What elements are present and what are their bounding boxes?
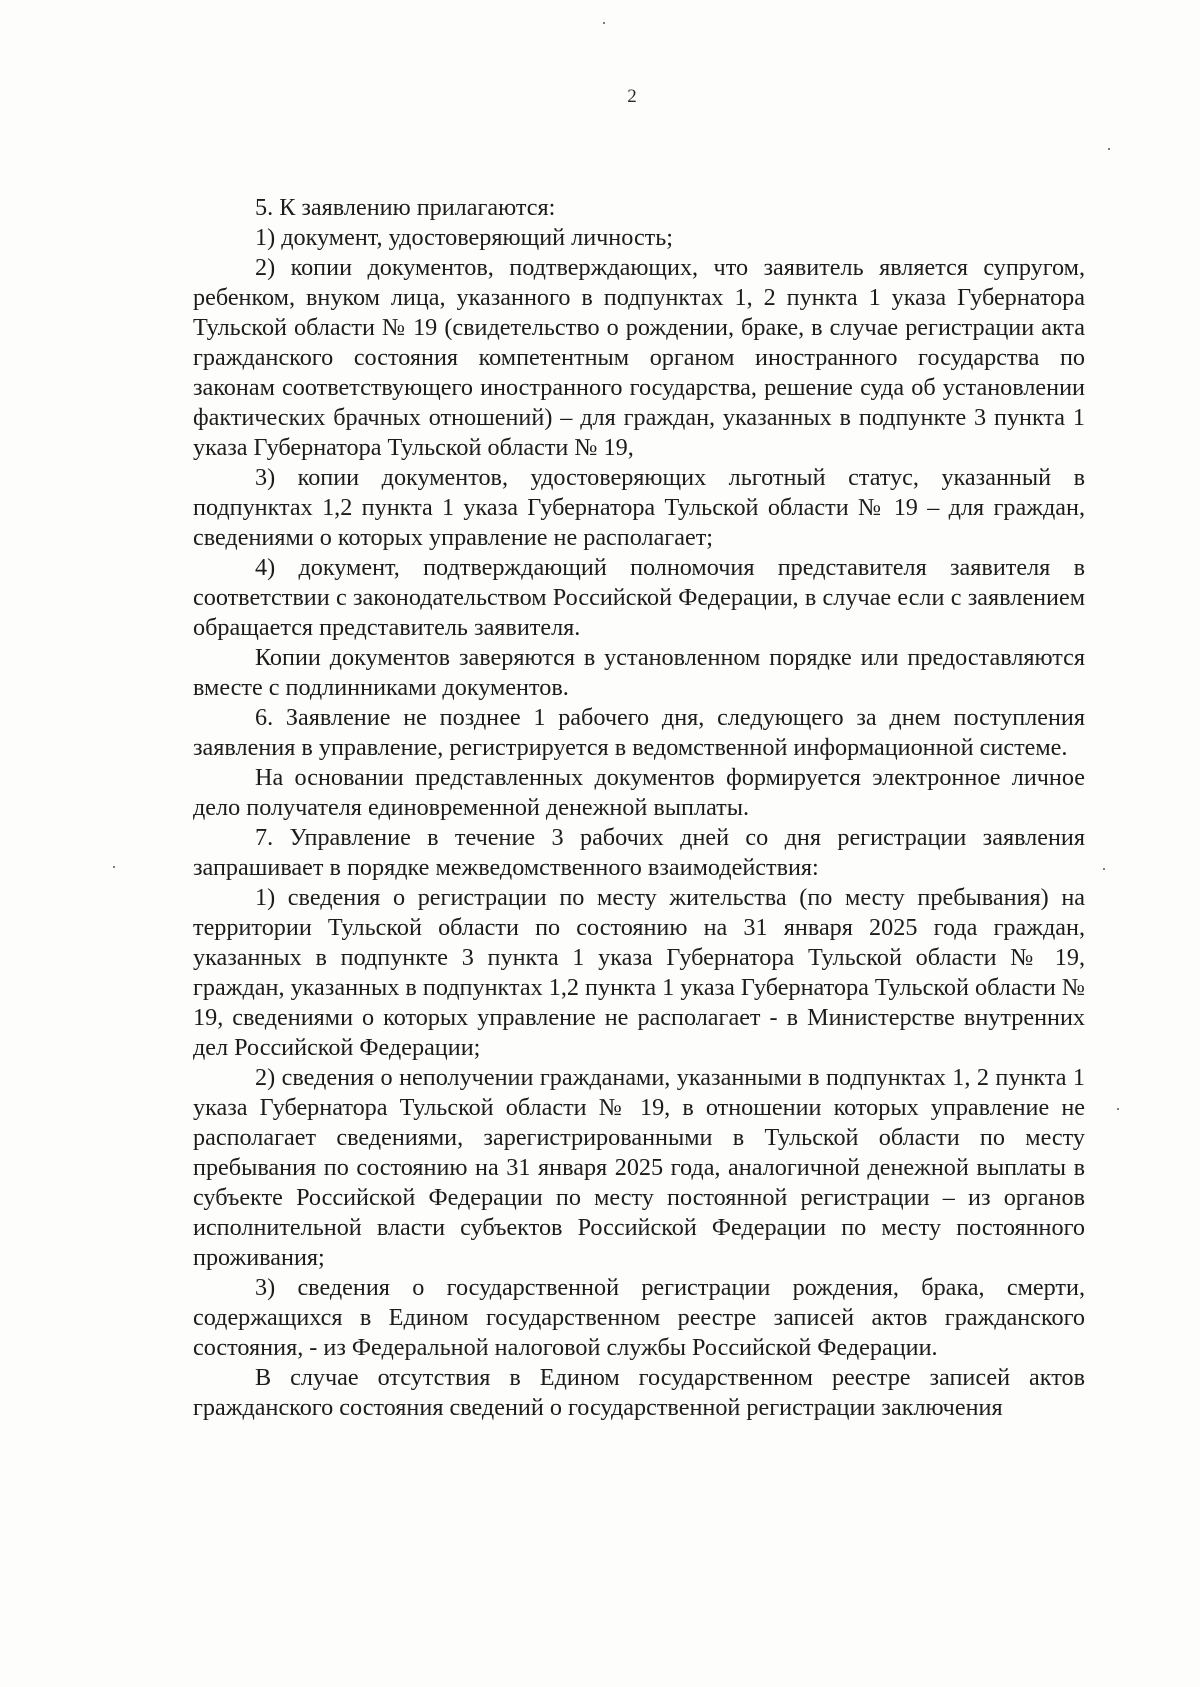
paragraph-registry-absence: В случае отсутствия в Едином государственном реестре записей актов гражданского состояния сведений о государственной регистрации заключения: [193, 1364, 1085, 1421]
scan-speck: [1117, 1108, 1119, 1110]
paragraph-item-7-3: 3) сведения о государственной регистрации рождения, брака, смерти, содержащихся в Едином государственном реестре записей актов гражданского состояния, - из Федеральной налоговой службы Российской Федерации.: [193, 1274, 1085, 1361]
scan-speck: [113, 866, 115, 868]
paragraph-item-5-2: 2) копии документов, подтверждающих, что заявитель является супругом, ребенком, внуком лица, указанного в подпунктах 1, 2 пункта 1 указа Губернатора Тульской области № 19 (свидетельство о рождении, браке, в случае регистрации акта гражданского состояния компетентным органом иностранного государства по законам соответствующего иностранного государства, решение суда об установлении фактических брачных отношений) – для граждан, указанных в подпункте 3 пункта 1 указа Губернатора Тульской области № 19,: [193, 254, 1085, 461]
paragraph-item-7-2: 2) сведения о неполучении гражданами, указанными в подпунктах 1, 2 пункта 1 указа Губернатора Тульской области № 19, в отношении которых управление не располагает сведениями, зарегистрированными в Тульской области по месту пребывания по состоянию на 31 января 2025 года, аналогичной денежной выплаты в субъекте Российской Федерации по месту постоянной регистрации – из органов исполнительной власти субъектов Российской Федерации по месту постоянного проживания;: [193, 1064, 1085, 1271]
paragraph-electronic-file: На основании представленных документов формируется электронное личное дело получателя единовременной денежной выплаты.: [193, 764, 1085, 821]
paragraph-item-6: 6. Заявление не позднее 1 рабочего дня, следующего за днем поступления заявления в управление, регистрируется в ведомственной информационной системе.: [193, 704, 1085, 761]
paragraph-item-5-3: 3) копии документов, удостоверяющих льготный статус, указанный в подпунктах 1,2 пункта 1 указа Губернатора Тульской области № 19 – для граждан, сведениями о которых управление не располагает;: [193, 464, 1085, 551]
scan-speck: [1108, 148, 1110, 150]
paragraph-copies-certification: Копии документов заверяются в установленном порядке или предоставляются вместе с подлинниками документов.: [193, 644, 1085, 701]
paragraph-item-7: 7. Управление в течение 3 рабочих дней со дня регистрации заявления запрашивает в порядке межведомственного взаимодействия:: [193, 824, 1085, 881]
page-number: 2: [627, 86, 637, 107]
scan-speck: [1103, 868, 1105, 870]
paragraph-item-5-1: 1) документ, удостоверяющий личность;: [255, 224, 674, 251]
paragraph-item-5-4: 4) документ, подтверждающий полномочия представителя заявителя в соответствии с законодательством Российской Федерации, в случае если с заявлением обращается представитель заявителя.: [193, 554, 1085, 641]
paragraph-item-7-1: 1) сведения о регистрации по месту жительства (по месту пребывания) на территории Тульской области по состоянию на 31 января 2025 года граждан, указанных в подпункте 3 пункта 1 указа Губернатора Тульской области № 19, граждан, указанных в подпунктах 1,2 пункта 1 указа Губернатора Тульской области № 19, сведениями о которых управление не располагает - в Министерстве внутренних дел Российской Федерации;: [193, 884, 1085, 1061]
paragraph-item-5-heading: 5. К заявлению прилагаются:: [255, 194, 556, 221]
scan-speck: [603, 22, 605, 24]
document-body: [193, 193, 1085, 1423]
